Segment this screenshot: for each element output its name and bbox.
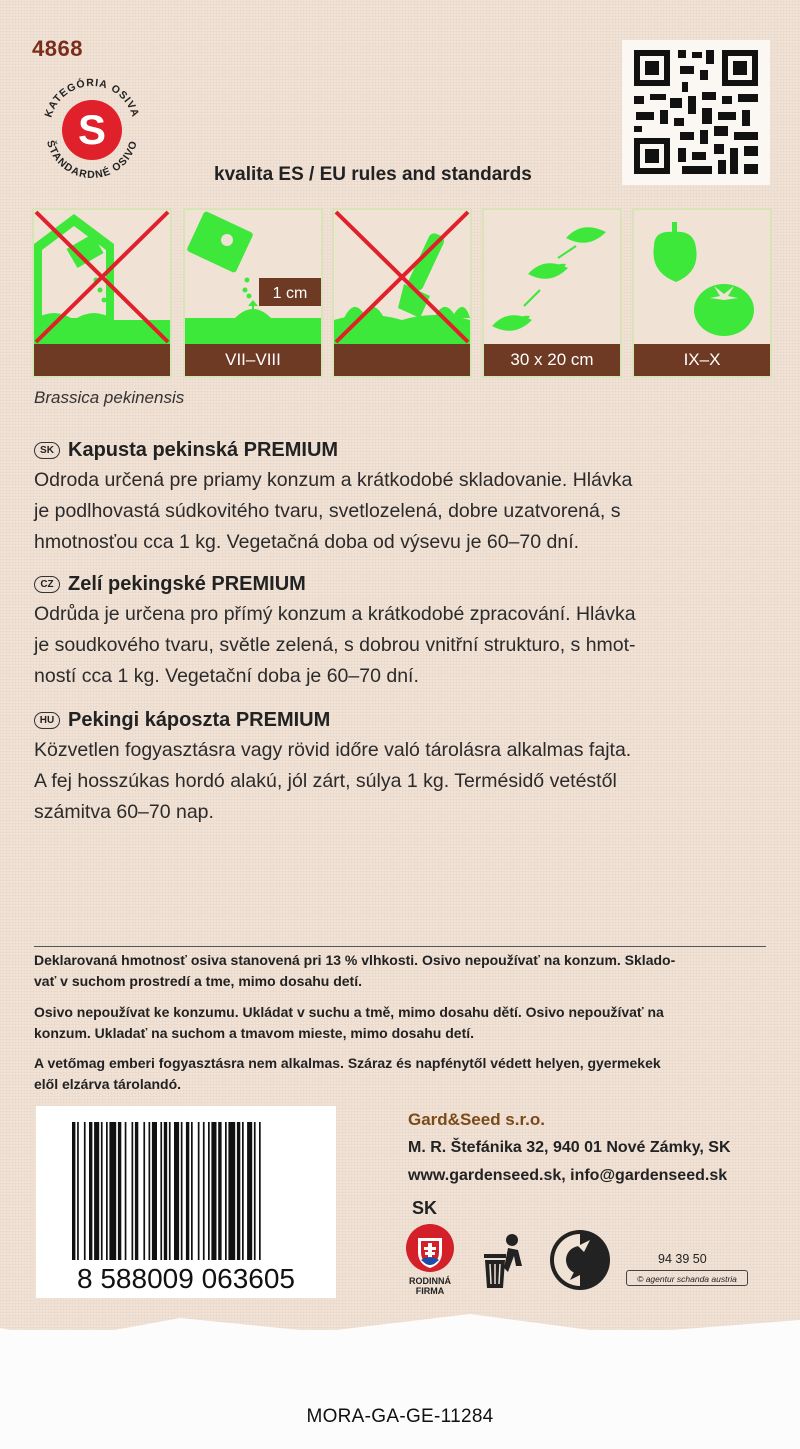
panel-label [34,344,170,376]
barcode-bar [186,1122,189,1260]
section-line: Odrůda je určena pro přímý konzum a krátkodobé zpracování. Hlávka [34,603,636,625]
company-address: M. R. Štefánika 32, 940 01 Nové Zámky, SK [408,1139,731,1156]
section-cz [34,570,764,692]
panel-harvest [632,208,772,378]
section-line: Közvetlen fogyasztásra vagy rövid időre való tárolásra alkalmas fajta. [34,739,632,761]
divider [34,946,766,947]
storage-note-cz: Osivo nepoužívat ke konzumu. Ukládat v suchu a tmě, mimo dosahu dětí. Osivo nepoužívať na konzum. Ukladať na suchom a tmavom mieste, mimo dosahu detí. [34,1004,664,1041]
barcode-bar [247,1122,252,1260]
barcode-bar [198,1122,200,1260]
footer-code: MORA-GA-GE-11284 [306,1406,494,1427]
registration-number: 94 39 50 [658,1252,707,1266]
latin-name: Brassica pekinensis [34,388,185,407]
section-line: je podlhovastá súdkovitého tvaru, svetlozelená, dobre uzatvorená, s [34,500,621,522]
section-line: je soudkového tvaru, světle zelená, s dobrou vnitřní strukturo, s hmot- [34,634,636,656]
barcode-bar [174,1122,179,1260]
barcode-digits: 8 588009 063605 [77,1263,295,1294]
company-info [408,1106,731,1190]
seed-category-seal [30,66,154,190]
section-line: ností cca 1 kg. Vegetační doba je 60–70 dní. [34,665,419,687]
panel-direct-sowing [183,208,323,378]
barcode-bar [72,1122,75,1260]
lang-badge: CZ [34,576,60,593]
section-sk [34,436,764,558]
panel-spacing [482,208,622,378]
svg-text:KATEGÓRIA OSIVA: KATEGÓRIA OSIVA [42,76,142,120]
section-hu [34,706,764,828]
barcode-bar [242,1122,244,1260]
barcode-bar [152,1122,157,1260]
barcode-bar [109,1122,116,1260]
barcode-bar [211,1122,216,1260]
slovak-family-firm-icon [404,1222,456,1274]
barcode-bar [77,1122,79,1260]
harvest-icon [634,210,770,344]
barcode-bar [191,1122,193,1260]
barcode-bar [101,1122,103,1260]
spacing-icon [484,210,620,344]
greenhouse-sowing-icon [34,210,170,344]
svg-text:ŠTANDARDNÉ OSIVO: ŠTANDARDNÉ OSIVO [43,138,141,182]
panel-label: 30 x 20 cm [484,344,620,376]
barcode-bar [118,1122,121,1260]
barcode-bar [160,1122,162,1260]
barcode-bars [36,1106,336,1298]
storage-note-sk: Deklarovaná hmotnosť osiva stanovená pri 13 % vlhkosti. Osivo nepoužívať na konzum. Sklado- vať v suchom prostredí a tme, mimo dosahu detí. [34,952,676,989]
quality-standard: kvalita ES / EU rules and standards [214,164,532,185]
barcode-bar [135,1122,138,1260]
barcode-bar [225,1122,227,1260]
section-line: hmotnosťou cca 1 kg. Vegetačná doba od výsevu je 60–70 dní. [34,531,580,553]
barcode-bar [237,1122,240,1260]
panel-transplant [332,208,472,378]
barcode-bar [203,1122,205,1260]
panel-label: IX–X [634,344,770,376]
lang-badge: SK [34,442,60,459]
product-code: 4868 [32,36,83,61]
svg-text:S: S [77,106,107,153]
section-title: Zelí pekingské PREMIUM [68,572,306,595]
barcode-bar [132,1122,134,1260]
company-name: Gard&Seed s.r.o. [408,1110,545,1129]
company-contact: www.gardenseed.sk, info@gardenseed.sk [408,1167,728,1184]
recycle-bin-icon [478,1232,528,1292]
barcode-bar [143,1122,145,1260]
section-title: Pekingi káposzta PREMIUM [68,708,331,731]
green-dot-icon [548,1228,612,1292]
section-line: Odroda určená pre priamy konzum a krátkodobé skladovanie. Hlávka [34,469,633,491]
svg-text:1 cm: 1 cm [272,285,308,302]
barcode-bar [218,1122,221,1260]
lang-badge: HU [34,712,60,729]
agentur-badge: © agentur schanda austria [626,1270,748,1286]
panel-label [334,344,470,376]
barcode-bar [106,1122,108,1260]
white-band [0,1330,800,1449]
copyright-icon: © [637,1274,646,1284]
sk-label: SK [412,1198,438,1218]
family-firm-caption: RODINNÁ FIRMA [409,1276,451,1296]
barcode-bar [164,1122,167,1260]
barcode-bar [169,1122,171,1260]
transplant-icon [334,210,470,344]
panel-greenhouse [32,208,172,378]
barcode-bar [94,1122,99,1260]
section-line: A fej hosszúkas hordó alakú, jól zárt, súlya 1 kg. Termésidő vetéstől [34,770,617,792]
barcode [36,1106,336,1298]
barcode-bar [228,1122,235,1260]
qr-code [622,40,770,185]
barcode-bar [125,1122,127,1260]
section-title: Kapusta pekinská PREMIUM [68,438,339,461]
storage-note-hu: A vetőmag emberi fogyasztásra nem alkalmas. Száraz és napfénytől védett helyen, gyermekek elől elzárva tárolandó. [34,1055,661,1092]
barcode-bar [259,1122,261,1260]
barcode-bar [149,1122,151,1260]
direct-sowing-icon [185,210,321,344]
barcode-bar [84,1122,86,1260]
panel-label: VII–VIII [185,344,321,376]
barcode-bar [181,1122,183,1260]
barcode-bar [208,1122,210,1260]
barcode-bar [254,1122,256,1260]
section-line: számitva 60–70 nap. [34,801,214,823]
barcode-bar [89,1122,92,1260]
